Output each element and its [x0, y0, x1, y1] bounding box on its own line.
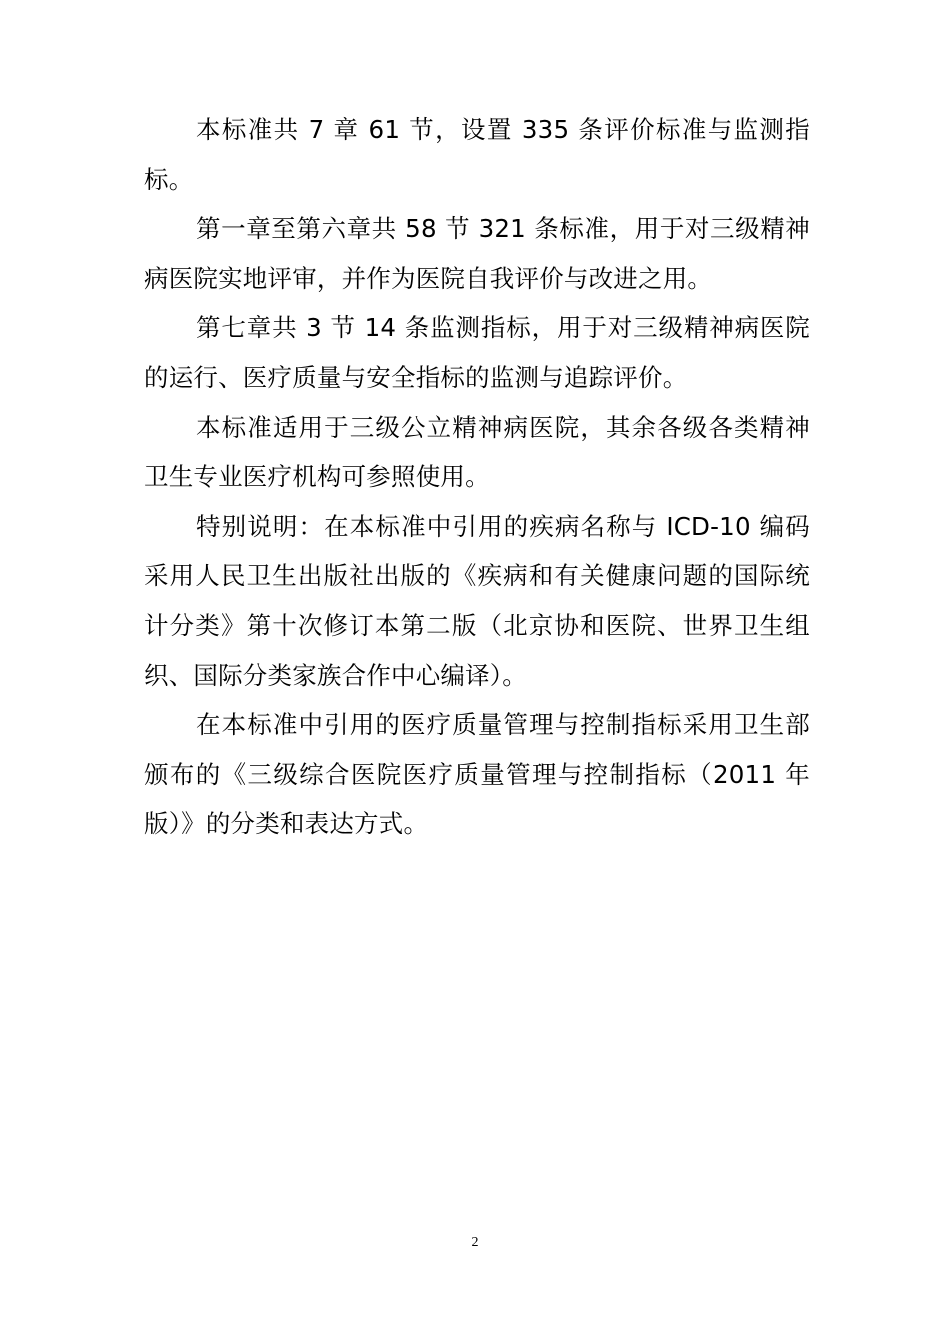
paragraph-chapter-summary: 本标准共 7 章 61 节，设置 335 条评价标准与监测指标。 [144, 115, 810, 194]
document-body [144, 105, 810, 849]
paragraph-special-note: 特别说明：在本标准中引用的疾病名称与 ICD-10 编码采用人民卫生出版社出版的《疾病和有关健康问题的国际统计分类》第十次修订本第二版（北京协和医院、世界卫生组织、国际分类家族合作中心编译）。 [144, 511, 810, 690]
paragraph-chapter-seven: 第七章共 3 节 14 条监测指标，用于对三级精神病医院的运行、医疗质量与安全指标的监测与追踪评价。 [144, 313, 810, 392]
paragraph-chapters-one-to-six: 第一章至第六章共 58 节 321 条标准，用于对三级精神病医院实地评审，并作为医院自我评价与改进之用。 [144, 214, 810, 293]
paragraph-applicability: 本标准适用于三级公立精神病医院，其余各级各类精神卫生专业医疗机构可参照使用。 [144, 412, 810, 492]
page-number: 2 [471, 1235, 479, 1250]
paragraph-quality-indicators: 在本标准中引用的医疗质量管理与控制指标采用卫生部颁布的《三级综合医院医疗质量管理与控制指标（2011 年版）》的分类和表达方式。 [144, 710, 810, 839]
